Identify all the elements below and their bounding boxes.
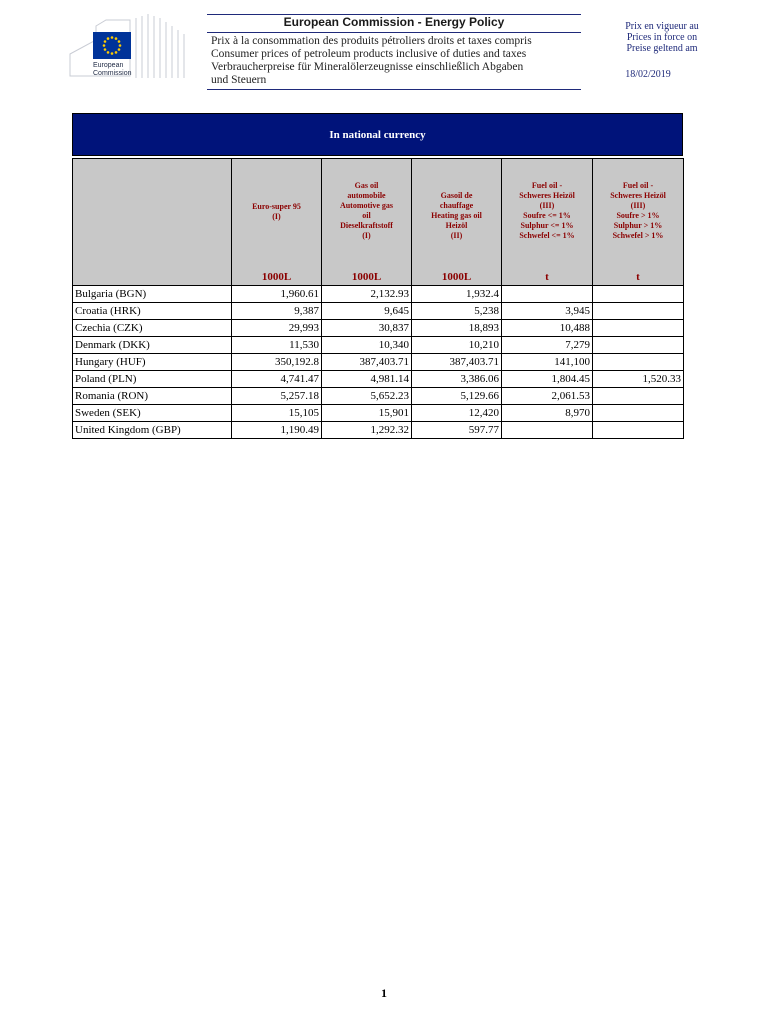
table-row [73,320,684,337]
prices-in-force-label: Prix en vigueur au Prices in force on Preise geltend am [625,21,699,54]
price-cell: 7,279 [502,337,593,354]
header-unit: 1000L [441,271,472,283]
price-cell [502,422,593,439]
header-cell-euro-super [232,159,322,286]
price-cell: 18,893 [412,320,502,337]
price-cell: 5,129.66 [412,388,502,405]
price-cell: 1,292.32 [322,422,412,439]
price-cell: 1,804.45 [502,371,593,388]
logo-text: European Commission [93,62,132,77]
table-header-row [73,159,684,286]
price-cell [593,405,684,422]
country-cell: United Kingdom (GBP) [73,422,232,439]
table-row [73,337,684,354]
price-cell: 597.77 [412,422,502,439]
price-cell: 9,645 [322,303,412,320]
country-cell: Denmark (DKK) [73,337,232,354]
header-label: Euro-super 95 (I) [252,202,301,221]
price-cell: 1,932.4 [412,286,502,303]
country-cell: Sweden (SEK) [73,405,232,422]
table-row [73,405,684,422]
price-cell: 29,993 [232,320,322,337]
table-row [73,354,684,371]
country-cell: Bulgaria (BGN) [73,286,232,303]
country-cell: Croatia (HRK) [73,303,232,320]
table-row [73,303,684,320]
header-unit: t [545,271,549,283]
price-cell: 3,386.06 [412,371,502,388]
header-label: Gas oil automobile Automotive gas oil Dieselkraftstoff (I) [339,181,394,240]
prices-table [72,158,684,439]
table-row [73,422,684,439]
price-cell: 5,652.23 [322,388,412,405]
header-unit: 1000L [351,271,382,283]
price-cell [593,286,684,303]
price-cell: 1,190.49 [232,422,322,439]
price-cell: 9,387 [232,303,322,320]
price-cell: 12,420 [412,405,502,422]
price-cell: 350,192.8 [232,354,322,371]
header-cell-fuel-oil-high-sulphur [593,159,684,286]
title-rule-bottom [207,89,581,90]
header-unit: t [636,271,640,283]
price-cell: 8,970 [502,405,593,422]
price-cell: 30,837 [322,320,412,337]
country-cell: Hungary (HUF) [73,354,232,371]
price-cell [593,337,684,354]
header-label: Fuel oil - Schweres Heizöl (III) Soufre <= 1% Sulphur <= 1% Schwefel <= 1% [519,181,575,240]
price-cell: 1,520.33 [593,371,684,388]
country-cell: Poland (PLN) [73,371,232,388]
price-cell [593,303,684,320]
price-cell: 10,488 [502,320,593,337]
price-cell: 10,340 [322,337,412,354]
header-unit: 1000L [261,271,292,283]
price-date: 18/02/2019 [625,69,671,80]
price-cell: 4,741.47 [232,371,322,388]
price-cell: 11,530 [232,337,322,354]
header-cell-country [73,159,232,286]
price-cell [593,354,684,371]
page-title: European Commission - Energy Policy [283,15,505,29]
price-cell [502,286,593,303]
price-cell: 2,061.53 [502,388,593,405]
price-cell: 4,981.14 [322,371,412,388]
price-cell: 3,945 [502,303,593,320]
price-cell: 15,105 [232,405,322,422]
country-cell: Czechia (CZK) [73,320,232,337]
price-cell: 387,403.71 [322,354,412,371]
price-cell: 15,901 [322,405,412,422]
currency-banner: In national currency [72,113,683,156]
price-cell: 5,238 [412,303,502,320]
country-cell: Romania (RON) [73,388,232,405]
page-number: 1 [381,986,387,1000]
header-cell-heating-gas-oil [412,159,502,286]
price-cell: 141,100 [502,354,593,371]
price-cell [593,320,684,337]
price-cell: 387,403.71 [412,354,502,371]
price-cell [593,422,684,439]
table-row [73,371,684,388]
price-cell: 2,132.93 [322,286,412,303]
header-label: Fuel oil - Schweres Heizöl (III) Soufre > 1% Sulphur > 1% Schwefel > 1% [610,181,666,240]
header-label: Gasoil de chauffage Heating gas oil Heizöl (II) [431,191,482,240]
price-cell [593,388,684,405]
price-cell: 1,960.61 [232,286,322,303]
price-cell: 5,257.18 [232,388,322,405]
title-rule-mid [207,32,581,33]
table-row [73,286,684,303]
price-cell: 10,210 [412,337,502,354]
table-row [73,388,684,405]
header-cell-automotive-gas-oil [322,159,412,286]
header-cell-fuel-oil-low-sulphur [502,159,593,286]
page-subtitle: Prix à la consommation des produits pétroliers droits et taxes compris Consumer prices of petroleum products inclusive of duties and taxes Verbraucherpreise für Mineralölerzeugnisse einschließlich Abgaben und Steuern [211,35,532,86]
